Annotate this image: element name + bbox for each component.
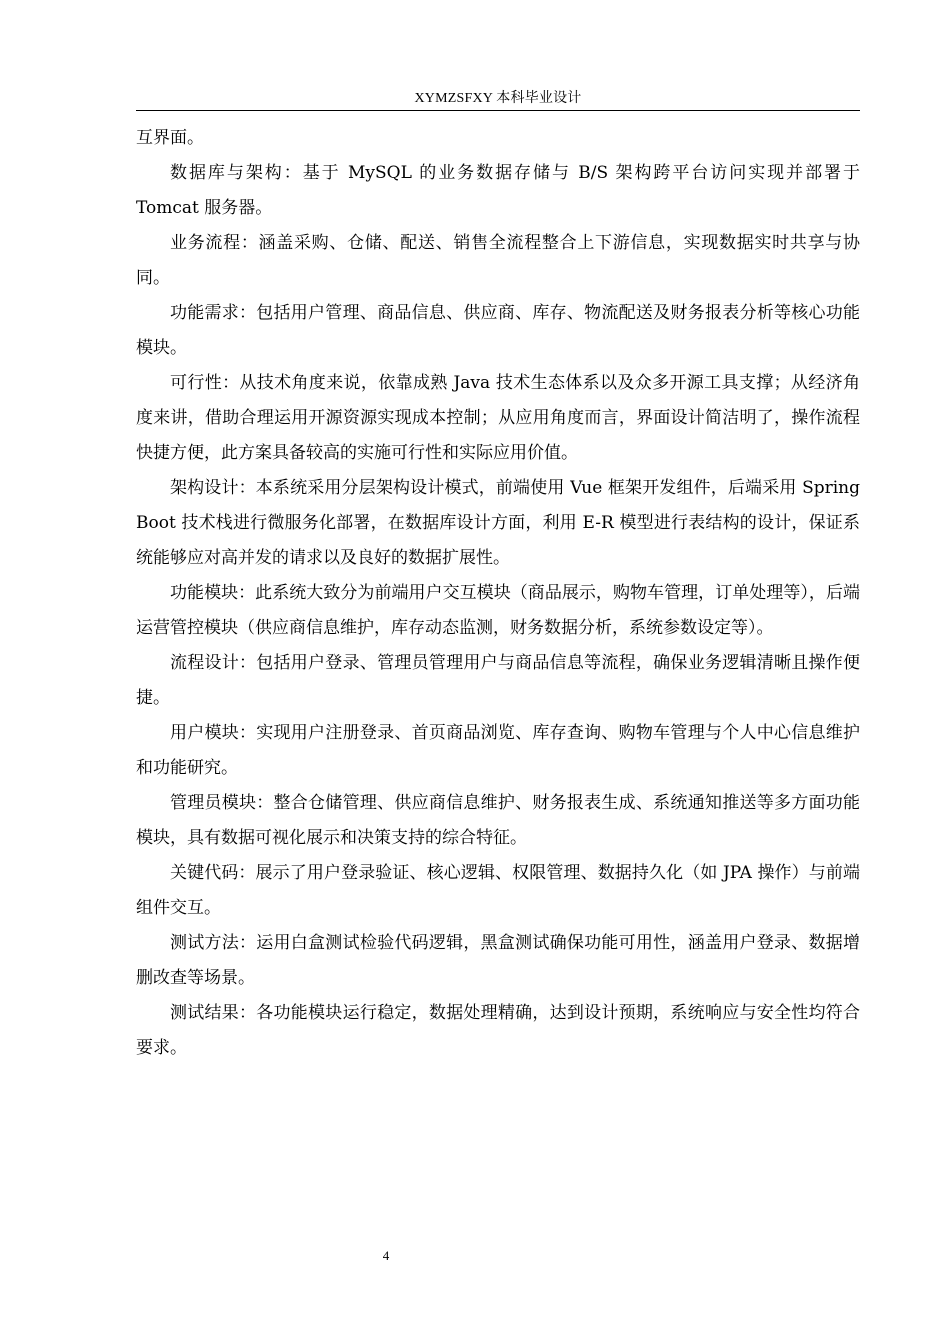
paragraph-process-design: 流程设计：包括用户登录、管理员管理用户与商品信息等流程，确保业务逻辑清晰且操作便捷。	[136, 653, 860, 708]
paragraph-functional-requirements: 功能需求：包括用户管理、商品信息、供应商、库存、物流配送及财务报表分析等核心功能模块。	[136, 303, 860, 358]
header-divider	[136, 110, 860, 111]
paragraph-key-code: 关键代码：展示了用户登录验证、核心逻辑、权限管理、数据持久化（如 JPA 操作）与前端组件交互。	[136, 863, 860, 918]
paragraph-database-architecture: 数据库与架构：基于 MySQL 的业务数据存储与 B/S 架构跨平台访问实现并部署于 Tomcat 服务器。	[136, 163, 860, 218]
paragraph-continuation: 互界面。	[136, 128, 204, 148]
body-text	[136, 121, 860, 1066]
paragraph-test-methods: 测试方法：运用白盒测试检验代码逻辑，黑盒测试确保功能可用性，涵盖用户登录、数据增删改查等场景。	[136, 933, 860, 988]
paragraph-test-results: 测试结果：各功能模块运行稳定，数据处理精确，达到设计预期，系统响应与安全性均符合要求。	[136, 1003, 860, 1058]
paragraph-admin-module: 管理员模块：整合仓储管理、供应商信息维护、财务报表生成、系统通知推送等多方面功能模块，具有数据可视化展示和决策支持的综合特征。	[136, 793, 860, 848]
paragraph-user-module: 用户模块：实现用户注册登录、首页商品浏览、库存查询、购物车管理与个人中心信息维护和功能研究。	[136, 723, 860, 778]
paragraph-function-modules: 功能模块：此系统大致分为前端用户交互模块（商品展示，购物车管理，订单处理等），后端运营管控模块（供应商信息维护，库存动态监测，财务数据分析，系统参数设定等）。	[136, 583, 860, 638]
running-header-title: XYMZSFXY 本科毕业设计	[414, 91, 582, 106]
paragraph-business-process: 业务流程：涵盖采购、仓储、配送、销售全流程整合上下游信息，实现数据实时共享与协同。	[136, 233, 860, 288]
paragraph-feasibility: 可行性：从技术角度来说，依靠成熟 Java 技术生态体系以及众多开源工具支撑；从经济角度来讲，借助合理运用开源资源实现成本控制；从应用角度而言，界面设计简洁明了，操作流程快捷方便，此方案具备较高的实施可行性和实际应用价值。	[136, 373, 860, 463]
paragraph-architecture-design: 架构设计：本系统采用分层架构设计模式，前端使用 Vue 框架开发组件，后端采用 Spring Boot 技术栈进行微服务化部署，在数据库设计方面，利用 E-R 模型进行表结构的设计，保证系统能够应对高并发的请求以及良好的数据扩展性。	[136, 478, 860, 568]
page-number: 4	[382, 1248, 390, 1263]
